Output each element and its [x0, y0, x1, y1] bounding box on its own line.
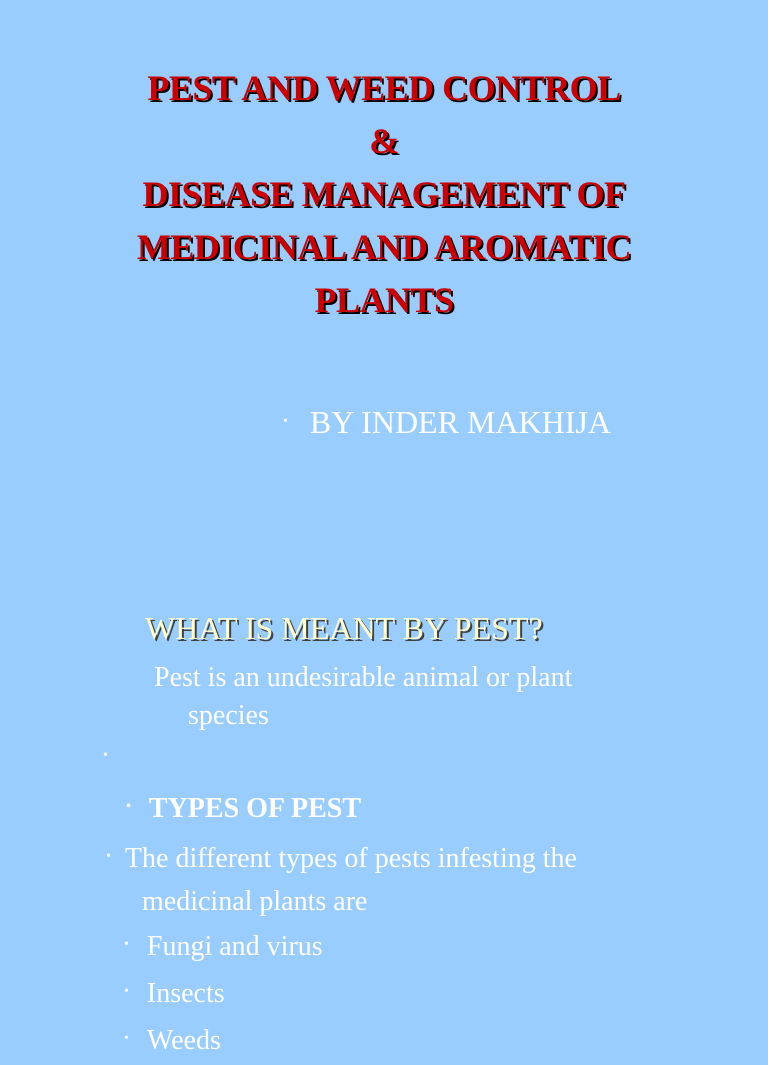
- pest-types-list: [124, 924, 323, 1065]
- definition-line-1: Pest is an undesirable animal or plant: [154, 662, 573, 693]
- title-line-1: PEST AND WEED CONTROL: [147, 68, 621, 108]
- types-heading: [126, 789, 361, 831]
- section-heading: WHAT IS MEANT BY PEST?: [145, 610, 543, 646]
- list-item: [124, 971, 323, 1018]
- definition-line-2: species: [188, 700, 269, 731]
- types-intro-line-1: The different types of pests infesting the: [124, 843, 577, 874]
- pest-definition: [154, 659, 714, 735]
- title-line-2: &: [369, 121, 399, 161]
- list-item-label: Fungi and virus: [146, 931, 323, 962]
- empty-bullet-icon: •: [103, 748, 108, 763]
- list-item-label: Insects: [146, 978, 225, 1010]
- bullet-icon: •: [106, 849, 111, 865]
- list-item: [124, 924, 323, 971]
- types-heading-text: TYPES OF PEST: [148, 793, 362, 824]
- list-item-label: Weeds: [146, 1025, 221, 1057]
- bullet-icon: •: [126, 798, 131, 814]
- bullet-icon: •: [124, 937, 129, 953]
- title-line-4: MEDICINAL AND AROMATIC: [136, 227, 632, 267]
- bullet-icon: •: [283, 413, 288, 429]
- bullet-icon: •: [124, 984, 129, 1000]
- author-line: [283, 400, 611, 448]
- title-line-5: PLANTS: [314, 280, 454, 320]
- list-item: [124, 1018, 323, 1065]
- bullet-icon: •: [124, 1031, 129, 1047]
- author-name: BY INDER MAKHIJA: [309, 404, 611, 440]
- types-intro: [106, 838, 726, 922]
- slide-title: [0, 62, 768, 327]
- types-intro-line-2: medicinal plants are: [142, 886, 368, 918]
- title-line-3: DISEASE MANAGEMENT OF: [142, 174, 626, 214]
